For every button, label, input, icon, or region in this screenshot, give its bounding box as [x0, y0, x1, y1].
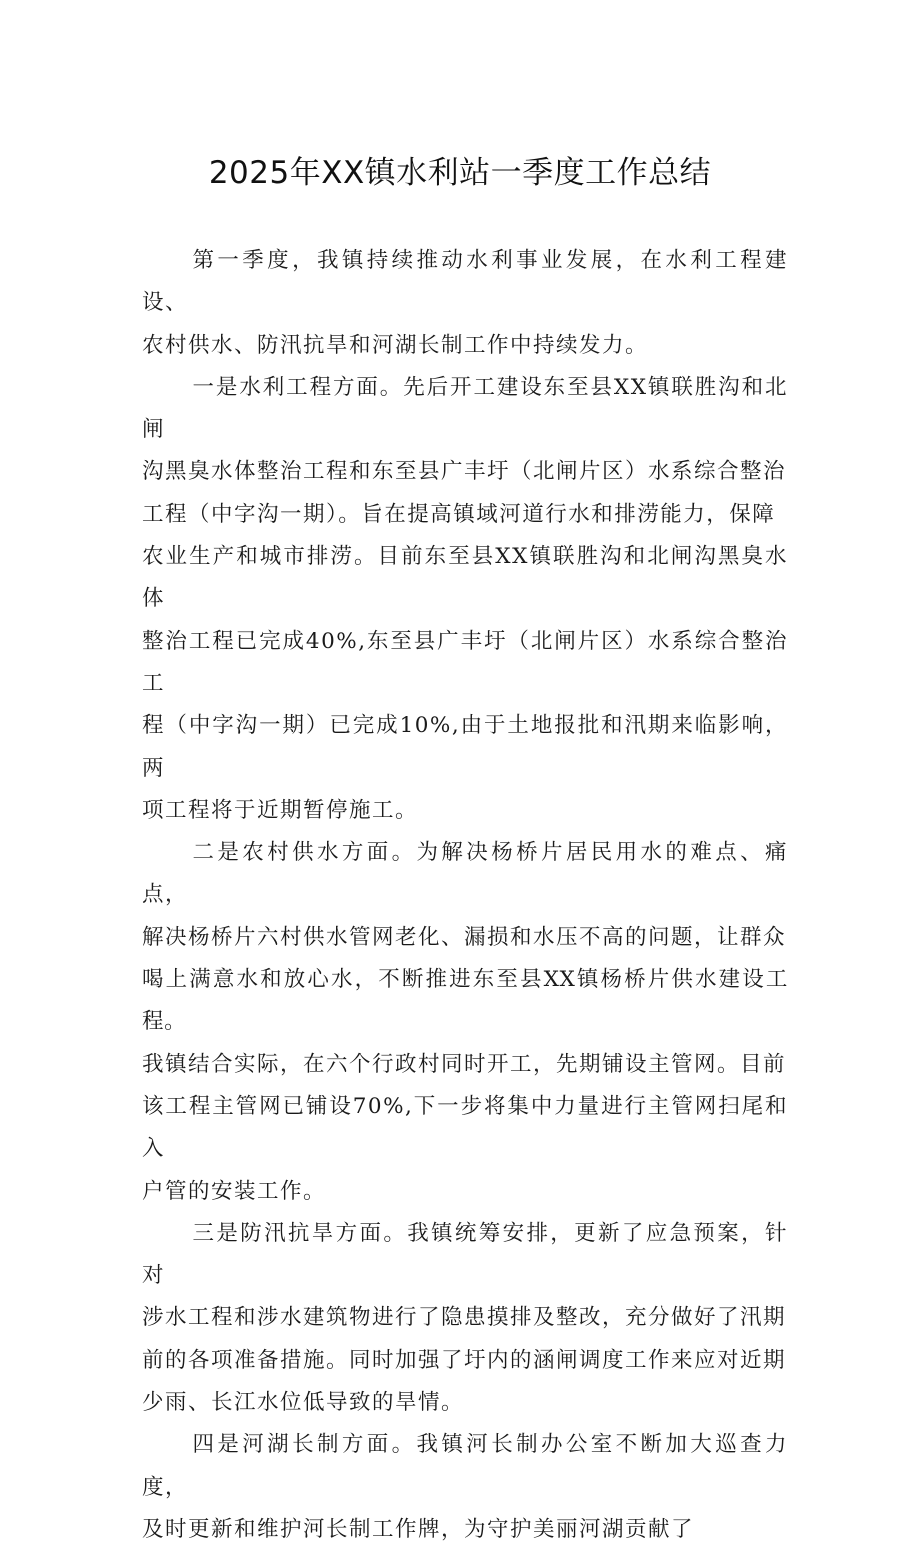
document-title: 2025年XX镇水利站一季度工作总结: [208, 155, 712, 191]
paragraph-line: 第一季度，我镇持续推动水利事业发展，在水利工程建设、: [142, 248, 788, 316]
paragraph-line: 及时更新和维护河长制工作牌，为守护美丽河湖贡献了: [142, 1516, 695, 1542]
paragraph-line: 户管的安装工作。: [142, 1178, 327, 1204]
paragraph-river-lake-chief: [142, 1424, 788, 1551]
paragraph-line: 农业生产和城市排涝。目前东至县XX镇联胜沟和北闸沟黑臭水体: [142, 544, 788, 612]
paragraph-rural-water-supply: [142, 832, 788, 1213]
paragraph-line: 三是防汛抗旱方面。我镇统筹安排，更新了应急预案，针对: [142, 1220, 788, 1289]
paragraph-line: 我镇结合实际，在六个行政村同时开工，先期铺设主管网。目前: [142, 1051, 787, 1077]
paragraph-line: 二是农村供水方面。为解决杨桥片居民用水的难点、痛点，: [142, 840, 788, 908]
paragraph-line: 农村供水、防汛抗旱和河湖长制工作中持续发力。: [142, 332, 649, 358]
paragraph-intro: [142, 240, 788, 367]
paragraph-line: 程（中字沟一期）已完成10%,由于土地报批和汛期来临影响，两: [142, 713, 788, 781]
paragraph-line: 涉水工程和涉水建筑物进行了隐患摸排及整改，充分做好了汛期: [142, 1305, 787, 1331]
paragraph-line: 整治工程已完成40%,东至县广丰圩（北闸片区）水系综合整治工: [142, 628, 788, 696]
paragraph-line: 解决杨桥片六村供水管网老化、漏损和水压不高的问题，让群众: [142, 924, 787, 950]
paragraph-line: 项工程将于近期暂停施工。: [142, 797, 419, 823]
paragraph-line: 该工程主管网已铺设70%,下一步将集中力量进行主管网扫尾和入: [142, 1093, 788, 1162]
paragraph-line: 前的各项准备措施。同时加强了圩内的涵闸调度工作来应对近期: [142, 1347, 787, 1373]
paragraph-line: 喝上满意水和放心水，不断推进东至县XX镇杨桥片供水建设工程。: [142, 967, 788, 1035]
paragraph-flood-drought: [142, 1213, 788, 1424]
paragraph-line: 一是水利工程方面。先后开工建设东至县XX镇联胜沟和北闸: [142, 374, 788, 443]
paragraph-line: 少雨、长江水位低导致的旱情。: [142, 1390, 465, 1416]
document-body: [142, 240, 788, 1551]
paragraph-water-projects: [142, 367, 788, 832]
paragraph-line: 四是河湖长制方面。我镇河长制办公室不断加大巡查力度，: [142, 1432, 788, 1500]
paragraph-line: 工程（中字沟一期）。旨在提高镇域河道行水和排涝能力，保障: [142, 501, 776, 527]
paragraph-line: 沟黑臭水体整治工程和东至县广丰圩（北闸片区）水系综合整治: [142, 459, 787, 485]
